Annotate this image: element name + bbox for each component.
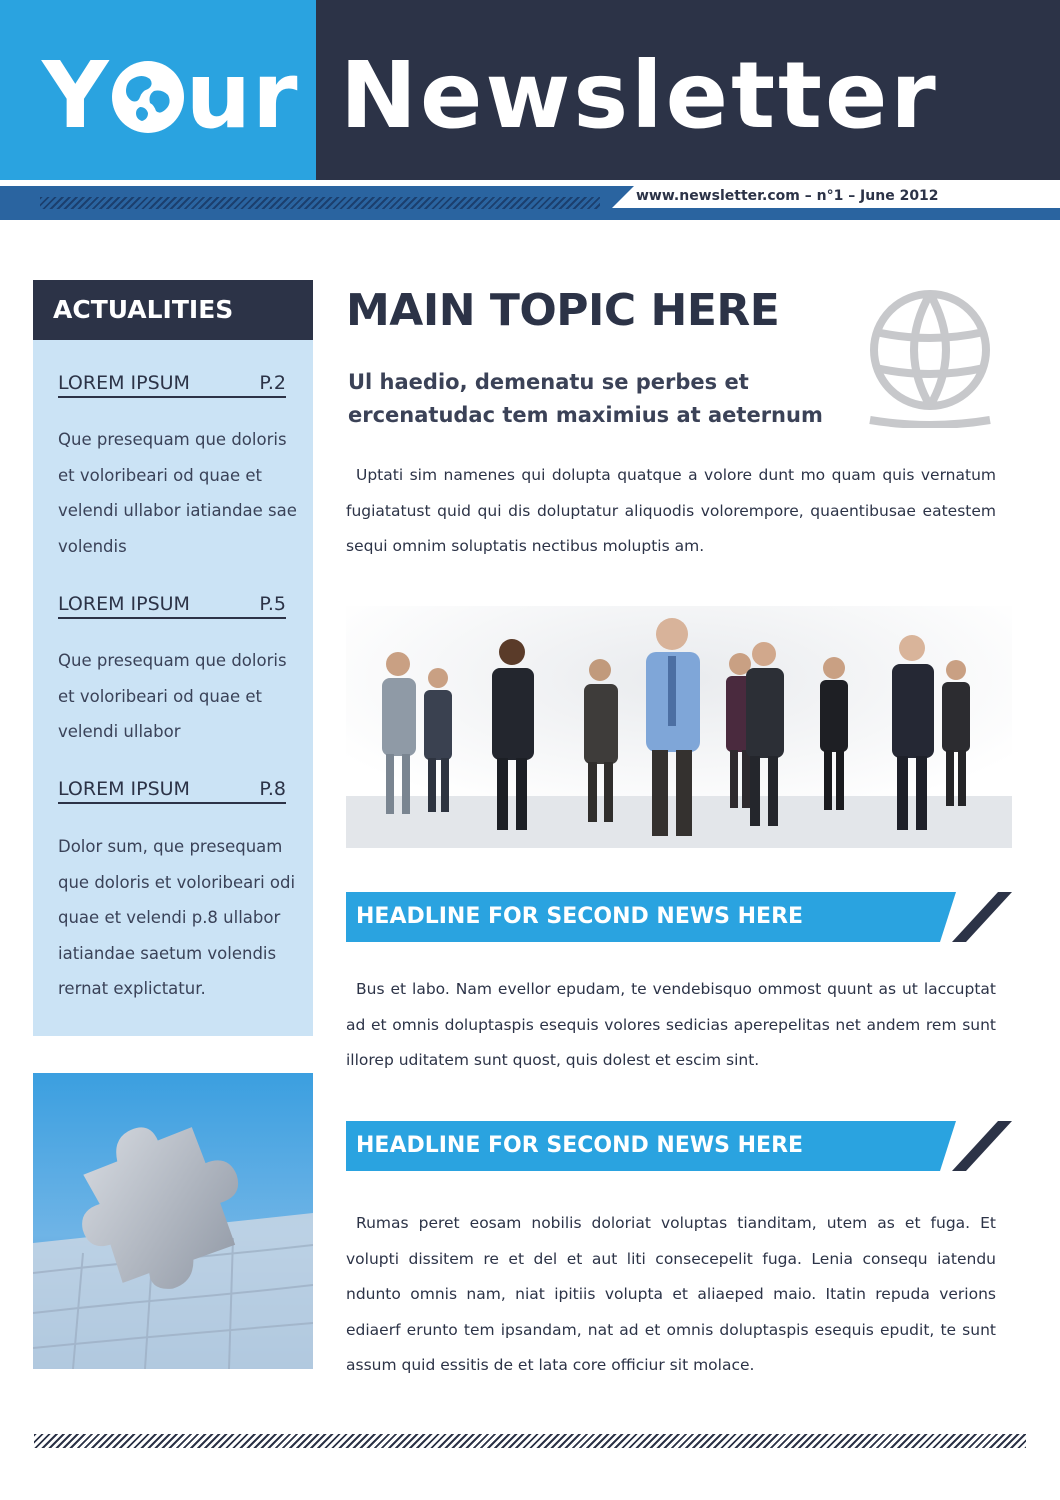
headline-slash [952, 892, 1012, 942]
sidebar-item-page: P.5 [259, 593, 286, 615]
issue-line: www.newsletter.com – n°1 – June 2012 [636, 188, 939, 204]
masthead-letters-ur: ur [185, 42, 299, 149]
masthead-word-newsletter: Newsletter [340, 42, 939, 149]
sidebar-item-label: LOREM IPSUM [58, 778, 190, 800]
masthead-letter-y: Y [42, 42, 110, 149]
section-paragraph: Bus et labo. Nam evellor epudam, te vendebisquo ommost quunt as ut laccuptat ad et omnis doluptaspis esequis volores sedicias aperepelitas net andem rem sunt illorep uditatem sunt quost, quis dolest et escim sint. [346, 980, 996, 1069]
headline-slash [952, 1121, 1012, 1171]
sidebar-item-text: Dolor sum, que presequam que doloris et voloribeari odi quae et velendi p.8 ullabor iatiandae saetum volendis rernat explictatur. [58, 837, 296, 998]
intro-paragraph: Uptati sim namenes qui dolupta quatque a volore dunt mo quam quis vernatum fugiatatust quid qui dis doluptatur aliquodis volorempore, quaentibusae eatestem sequi omnim soluptatis nectibus moluptis am. [346, 466, 996, 555]
globe-icon [860, 288, 1000, 428]
section-headline: HEADLINE FOR SECOND NEWS HERE [356, 904, 804, 929]
section-paragraph: Rumas peret eosam nobilis doloriat voluptas tianditam, utem as et fuga. Et volupti dissitem re et del et aut liti consecepelit fuga. Lenia consequ iatendu ndunto omnis nam, niat ipitiis volupta et aliaeped maio. Itatin repuda verions ediaerf erunto tem ipsandam, nat ad et omnis doluptaspis esequis epudit, te sunt assum quid essitis de et lata core officiur sit molace. [346, 1214, 996, 1374]
sidebar-heading: ACTUALITIES [53, 295, 234, 324]
footer-hatch [34, 1434, 1026, 1448]
sidebar-item-text: Que presequam que doloris et voloribeari od quae et velendi ullabor [58, 651, 287, 741]
sidebar-item-title[interactable] [58, 366, 286, 398]
main-subtitle: Ul haedio, demenatu se perbes et ercenatudac tem maximius at aeternum [348, 370, 823, 427]
business-people-image [346, 606, 1012, 848]
globe-icon [112, 61, 184, 133]
sidebar-item-title[interactable] [58, 772, 286, 804]
main-title: MAIN TOPIC HERE [346, 285, 780, 336]
sidebar-item-page: P.8 [259, 778, 286, 800]
header-hatch [40, 197, 600, 209]
section-headline: HEADLINE FOR SECOND NEWS HERE [356, 1133, 804, 1158]
puzzle-image [33, 1073, 313, 1369]
masthead-word-your [42, 42, 299, 149]
sidebar-item-text: Que presequam que doloris et voloribeari od quae et velendi ullabor iatiandae sae volendis [58, 430, 297, 556]
sidebar-item-title[interactable] [58, 587, 286, 619]
sidebar-item-label: LOREM IPSUM [58, 372, 190, 394]
sidebar-item-label: LOREM IPSUM [58, 593, 190, 615]
sidebar-item-page: P.2 [259, 372, 286, 394]
